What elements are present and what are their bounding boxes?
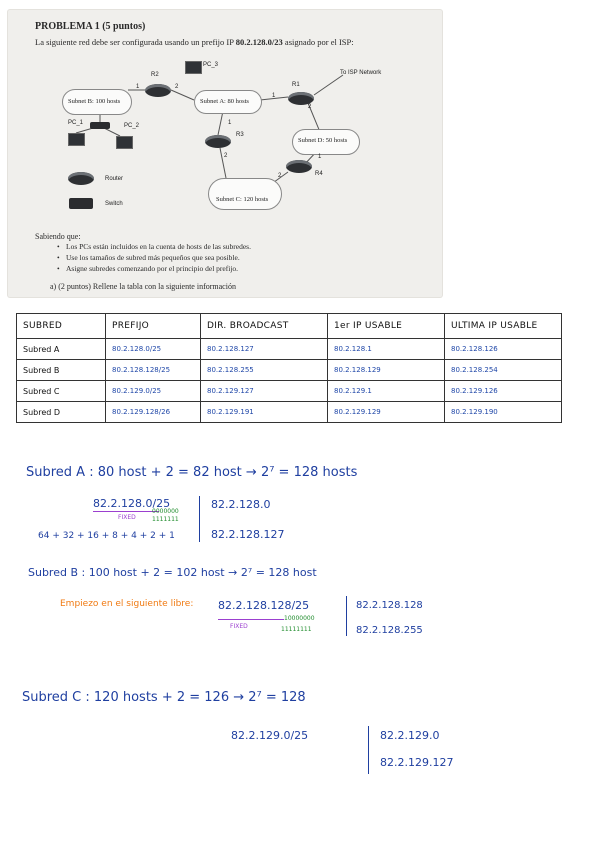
pc2-label: PC_2 xyxy=(124,123,140,129)
cell-prefijo: 80.2.128.128/25 xyxy=(106,360,201,381)
note-a-underline xyxy=(93,511,159,512)
note-b-brace xyxy=(346,596,347,636)
cell-prefijo: 80.2.129.128/26 xyxy=(106,402,201,423)
note-b-bits1: 11111111 xyxy=(281,626,312,633)
subnet-b-label: Subnet B: 100 hosts xyxy=(68,98,121,105)
router-r3-icon xyxy=(205,135,231,148)
knowing-label: Sabiendo que: xyxy=(35,232,81,241)
table-header-row xyxy=(17,314,562,339)
note-c-bcast: 82.2.129.127 xyxy=(380,756,454,769)
router-r2-icon xyxy=(145,84,171,97)
cell-first-ip: 80.2.129.1 xyxy=(328,381,445,402)
isp-label: To ISP Network xyxy=(340,70,382,76)
cell-last-ip: 80.2.128.126 xyxy=(445,339,562,360)
intro-suffix-text: asignado por el ISP: xyxy=(284,37,354,47)
pc1-label: PC_1 xyxy=(68,120,84,126)
note-a-bits0: 0000000 xyxy=(152,508,179,515)
router-r1-label: R1 xyxy=(292,82,300,88)
col-header-first-ip: 1er IP USABLE xyxy=(328,314,445,339)
link-num: 2 xyxy=(175,84,179,90)
router-r3-label: R3 xyxy=(236,132,244,138)
cell-last-ip: 80.2.129.190 xyxy=(445,402,562,423)
pc3-label: PC_3 xyxy=(203,62,219,68)
subnet-b-switch-icon xyxy=(90,122,110,129)
cell-last-ip: 80.2.128.254 xyxy=(445,360,562,381)
note-a-bits1: 1111111 xyxy=(152,516,179,523)
note-a-sum: 64 + 32 + 16 + 8 + 4 + 2 + 1 xyxy=(38,531,175,541)
cell-subred: Subred B xyxy=(17,360,106,381)
note-a-bcast: 82.2.128.127 xyxy=(211,528,285,541)
table-row xyxy=(17,360,562,381)
note-b-fixed: FIXED xyxy=(230,623,248,630)
note-b-bcast: 82.2.128.255 xyxy=(356,625,423,636)
subnet-d-label: Subnet D: 50 hosts xyxy=(298,137,348,144)
note-b-net: 82.2.128.128 xyxy=(356,600,423,611)
cell-broadcast: 80.2.129.127 xyxy=(201,381,328,402)
table-row xyxy=(17,381,562,402)
subnet-c-label: Subnet C: 120 hosts xyxy=(216,196,269,203)
intro-prefix-text: La siguiente red debe ser configurada usando un prefijo IP xyxy=(35,37,234,47)
pc1-icon xyxy=(68,133,85,146)
answer-table xyxy=(16,313,562,423)
col-header-last-ip: ULTIMA IP USABLE xyxy=(445,314,562,339)
switch-legend-label: Switch xyxy=(105,201,123,207)
cell-broadcast: 80.2.129.191 xyxy=(201,402,328,423)
table-row xyxy=(17,339,562,360)
cell-subred: Subred A xyxy=(17,339,106,360)
cell-prefijo: 80.2.128.0/25 xyxy=(106,339,201,360)
note-a-net: 82.2.128.0 xyxy=(211,498,271,511)
link-num: 1 xyxy=(228,120,232,126)
router-r4-icon xyxy=(286,160,312,173)
question-text: a) (2 puntos) Rellene la tabla con la siguiente información xyxy=(50,282,236,291)
note-a-brace xyxy=(199,496,200,542)
problem-photo xyxy=(8,10,442,297)
cell-first-ip: 80.2.129.129 xyxy=(328,402,445,423)
note-a-fixed: FIXED xyxy=(118,514,136,521)
note-a-prefix: 82.2.128.0/25 xyxy=(93,497,171,510)
router-r2-label: R2 xyxy=(151,72,159,78)
intro-prefix-value: 80.2.128.0/23 xyxy=(235,37,283,47)
pc3-icon xyxy=(185,61,202,74)
link-num: 1 xyxy=(136,84,140,90)
col-header-prefijo: PREFIJO xyxy=(106,314,201,339)
subnet-a-label: Subnet A: 80 hosts xyxy=(200,98,249,105)
cell-subred: Subred D xyxy=(17,402,106,423)
link-num: 1 xyxy=(318,154,322,160)
note-c-prefix: 82.2.129.0/25 xyxy=(231,729,309,742)
note-subred-a: Subred A : 80 host + 2 = 82 host → 2⁷ = 128 hosts xyxy=(26,465,358,480)
cell-prefijo: 80.2.129.0/25 xyxy=(106,381,201,402)
problem-title: PROBLEMA 1 (5 puntos) xyxy=(35,21,146,32)
cell-first-ip: 80.2.128.129 xyxy=(328,360,445,381)
link-num: 1 xyxy=(272,93,276,99)
col-header-subred: SUBRED xyxy=(17,314,106,339)
switch-legend-icon xyxy=(69,198,93,209)
router-legend-icon xyxy=(68,172,94,185)
note-b-prefix: 82.2.128.128/25 xyxy=(218,599,310,612)
col-header-broadcast: DIR. BROADCAST xyxy=(201,314,328,339)
bullet-item: • Los PCs están incluidos en la cuenta de hosts de las subredes. xyxy=(66,242,251,251)
table-row xyxy=(17,402,562,423)
note-c-net: 82.2.129.0 xyxy=(380,729,440,742)
note-subred-b: Subred B : 100 host + 2 = 102 host → 2⁷ = 128 host xyxy=(28,566,317,579)
cell-first-ip: 80.2.128.1 xyxy=(328,339,445,360)
note-c-brace xyxy=(368,726,369,774)
cell-broadcast: 80.2.128.127 xyxy=(201,339,328,360)
router-r4-label: R4 xyxy=(315,171,323,177)
subnet-c-cloud xyxy=(208,178,282,210)
cell-last-ip: 80.2.129.126 xyxy=(445,381,562,402)
cell-subred: Subred C xyxy=(17,381,106,402)
note-b-orange: Empiezo en el siguiente libre: xyxy=(60,599,194,609)
note-subred-c: Subred C : 120 hosts + 2 = 126 → 2⁷ = 128 xyxy=(22,690,306,705)
note-b-bits0: 10000000 xyxy=(284,615,315,622)
note-b-underline xyxy=(218,619,284,620)
link-num: 2 xyxy=(224,153,228,159)
pc2-icon xyxy=(116,136,133,149)
link-num: 2 xyxy=(308,104,312,110)
router-legend-label: Router xyxy=(105,176,124,182)
cell-broadcast: 80.2.128.255 xyxy=(201,360,328,381)
bullet-item: • Asigne subredes comenzando por el principio del prefijo. xyxy=(66,264,238,273)
link-num: 2 xyxy=(278,173,282,179)
bullet-item: • Use los tamaños de subred más pequeños que sea posible. xyxy=(66,253,240,262)
